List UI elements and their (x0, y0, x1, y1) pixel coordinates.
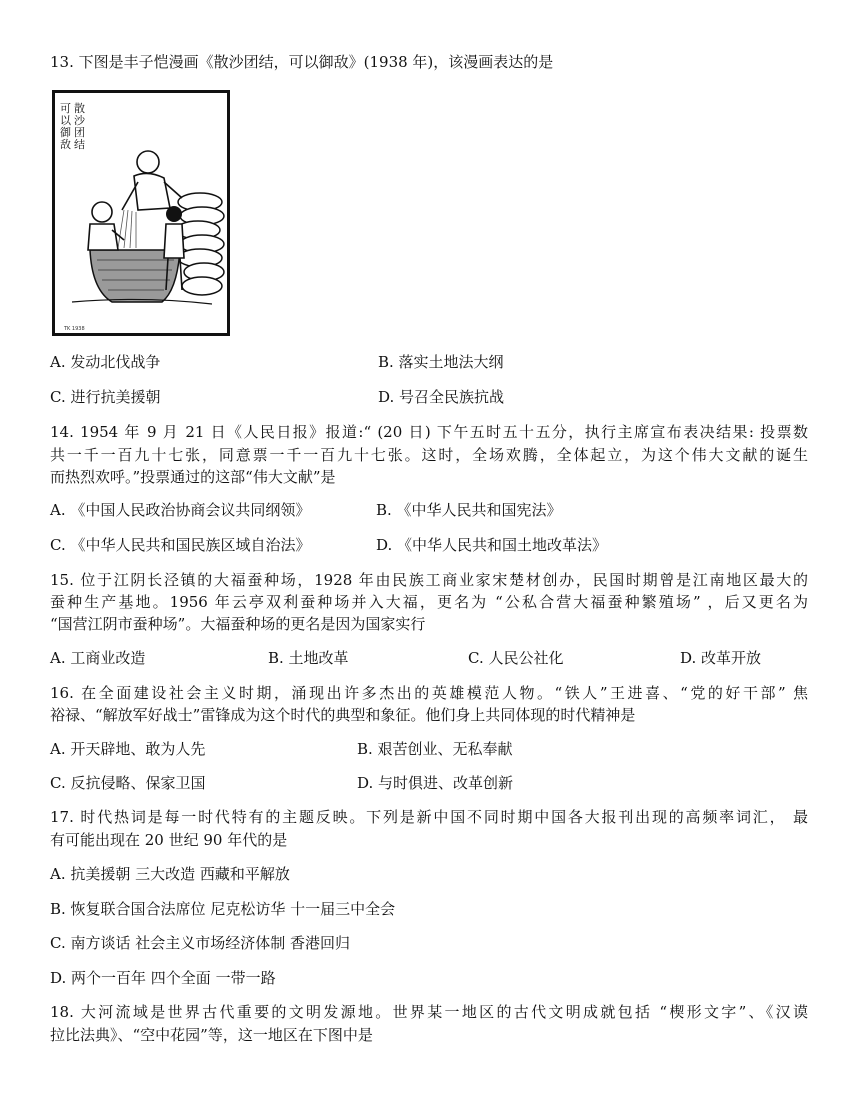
q17-option-b[interactable]: B. 恢复联合国合法席位 尼克松访华 十一届三中全会 (50, 900, 396, 918)
q17-stem-line-1: 17. 时代热词是每一时代特有的主题反映。下列是新中国不同时期中国各大报刊出现的高频率词汇， 最 (50, 808, 808, 826)
svg-text:团: 团 (74, 126, 85, 139)
q15-option-b[interactable]: B. 土地改革 (268, 649, 349, 667)
q15-stem-line-2: 蚕种生产基地。1956 年云亭双利蚕种场并入大福，更名为 “公私合营大福蚕种繁殖场” ，后又更名为 (50, 593, 808, 611)
svg-text:沙: 沙 (74, 114, 85, 127)
q18-stem-line-2: 拉比法典》、“空中花园”等，这一地区在下图中是 (50, 1026, 373, 1044)
q15-option-c[interactable]: C. 人民公社化 (468, 649, 564, 667)
q14-option-d[interactable]: D. 《中华人民共和国土地改革法》 (376, 536, 608, 554)
q15-stem-line-1: 15. 位于江阴长泾镇的大福蚕种场，1928 年由民族工商业家宋楚材创办，民国时期曾是江南地区最大的 (50, 571, 808, 589)
q17-option-a[interactable]: A. 抗美援朝 三大改造 西藏和平解放 (50, 865, 290, 883)
q15-stem-line-3: “国营江阴市蚕种场”。大福蚕种场的更名是因为国家实行 (50, 615, 426, 633)
q14-option-b[interactable]: B. 《中华人民共和国宪法》 (376, 501, 562, 519)
svg-text:散: 散 (74, 102, 85, 115)
q13-option-d[interactable]: D. 号召全民族抗战 (378, 388, 505, 406)
q16-stem-line-2: 裕禄、“解放军好战士”雷锋成为这个时代的典型和象征。他们身上共同体现的时代精神是 (50, 706, 636, 724)
q13-option-a[interactable]: A. 发动北伐战争 (50, 353, 161, 371)
q17-option-d[interactable]: D. 两个一百年 四个全面 一带一路 (50, 969, 276, 987)
q13-option-c[interactable]: C. 进行抗美援朝 (50, 388, 161, 406)
q15-option-d[interactable]: D. 改革开放 (680, 649, 762, 667)
cartoon-image (52, 90, 230, 336)
q16-option-a[interactable]: A. 开天辟地、敢为人先 (50, 740, 206, 758)
q16-option-b[interactable]: B. 艰苦创业、无私奉献 (357, 740, 513, 758)
q17-option-c[interactable]: C. 南方谈话 社会主义市场经济体制 香港回归 (50, 934, 351, 952)
q16-stem-line-1: 16. 在全面建设社会主义时期，涌现出许多杰出的英雄模范人物。“铁人”王进喜、“党的好干部” 焦 (50, 684, 808, 702)
q16-option-d[interactable]: D. 与时俱进、改革创新 (357, 774, 514, 792)
svg-text:敌: 敌 (60, 138, 71, 151)
q14-stem-line-1: 14. 1954 年 9 月 21 日《人民日报》报道:“ (20 日) 下午五时五十五分，执行主席宣布表决结果: 投票数 (50, 423, 808, 441)
q13-stem: 13. 下图是丰子恺漫画《散沙团结，可以御敌》(1938 年)，该漫画表达的是 (50, 53, 554, 71)
q16-option-c[interactable]: C. 反抗侵略、保家卫国 (50, 774, 206, 792)
svg-text:以: 以 (60, 114, 71, 127)
q14-option-a[interactable]: A. 《中国人民政治协商会议共同纲领》 (50, 501, 311, 519)
q17-stem-line-2: 有可能出现在 20 世纪 90 年代的是 (50, 831, 288, 849)
q15-option-a[interactable]: A. 工商业改造 (50, 649, 146, 667)
q14-option-c[interactable]: C. 《中华人民共和国民族区域自治法》 (50, 536, 311, 554)
svg-text:TK 1938: TK 1938 (64, 326, 85, 332)
q14-stem-line-3: 而热烈欢呼。”投票通过的这部“伟大文献”是 (50, 468, 336, 486)
q14-stem-line-2: 共一千一百九十七张，同意票一千一百九十七张。这时，全场欢腾，全体起立，为这个伟大文献的诞生 (50, 446, 808, 464)
svg-text:结: 结 (74, 138, 85, 151)
q18-stem-line-1: 18. 大河流域是世界古代重要的文明发源地。世界某一地区的古代文明成就包括 “楔形文字”、《汉谟 (50, 1003, 808, 1021)
svg-text:御: 御 (60, 126, 71, 139)
q13-option-b[interactable]: B. 落实土地法大纲 (378, 353, 504, 371)
svg-text:可: 可 (60, 102, 71, 115)
